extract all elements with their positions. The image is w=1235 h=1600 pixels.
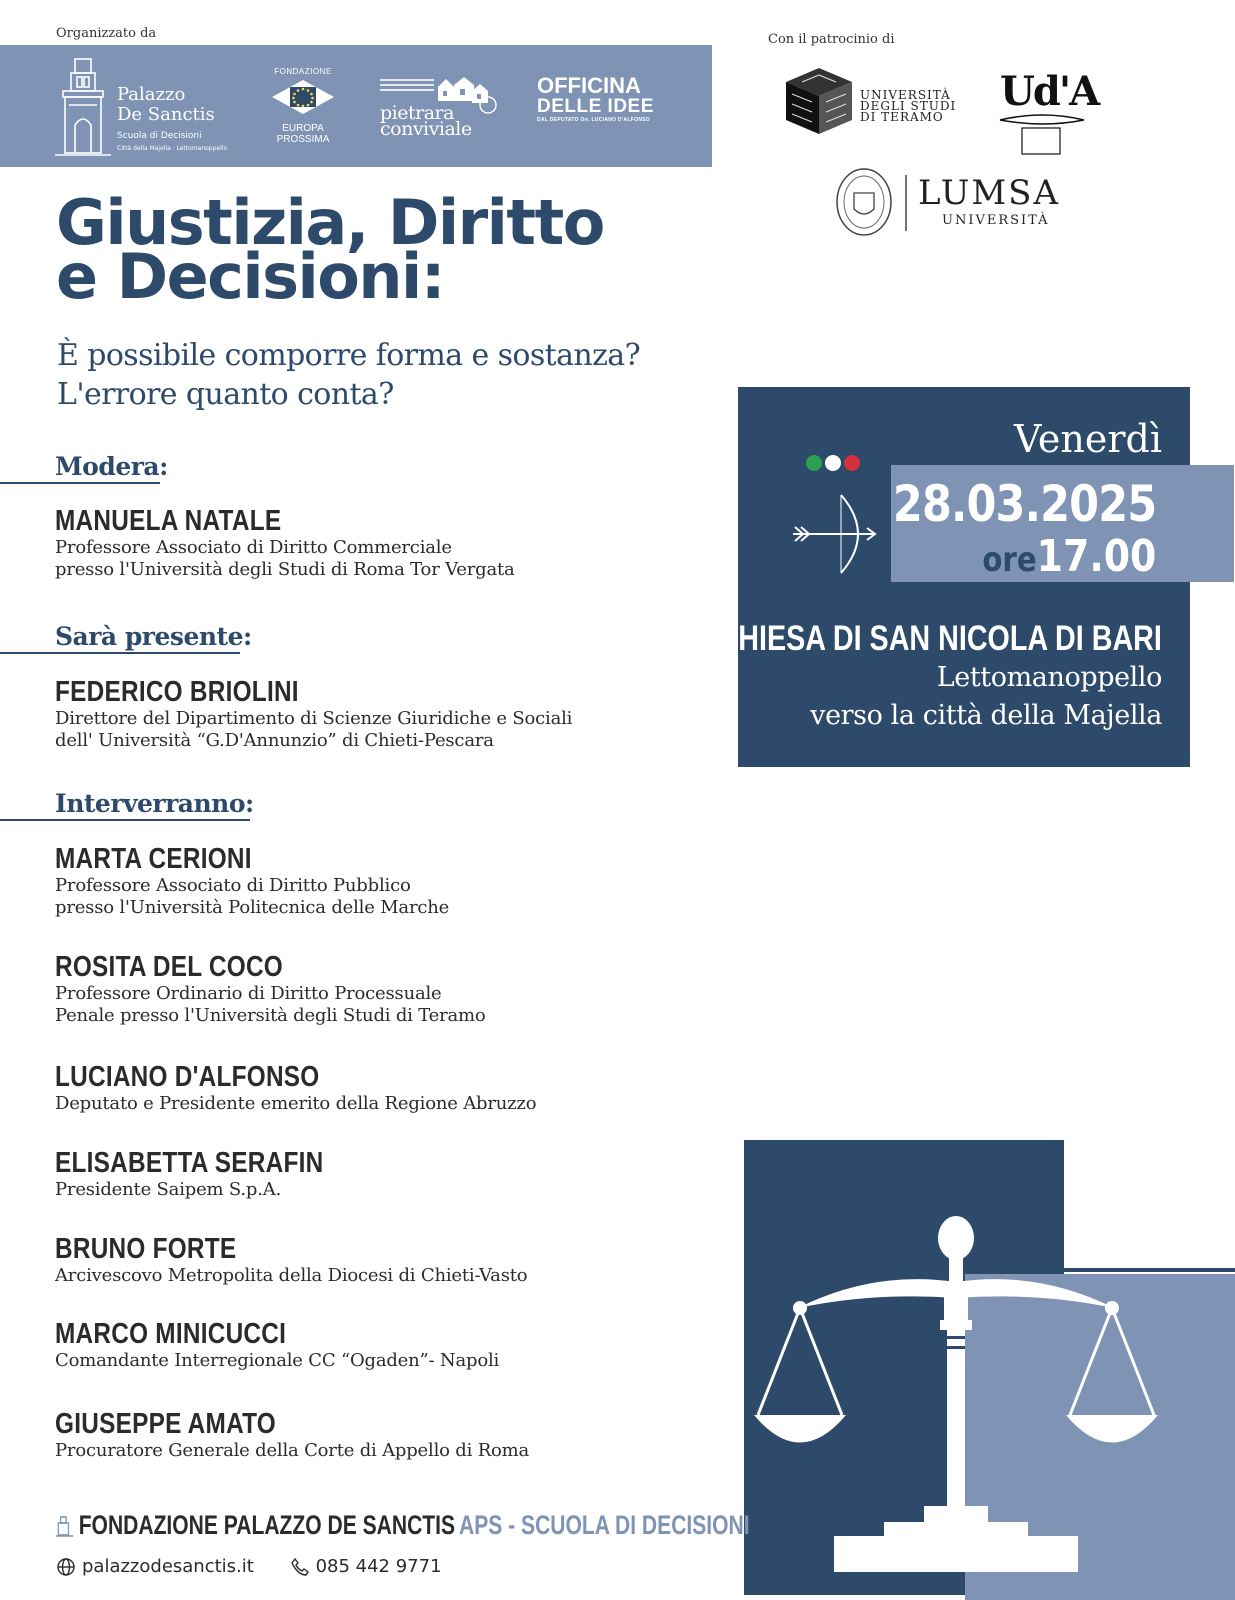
event-title	[56, 186, 604, 313]
date-band	[891, 465, 1234, 582]
speaker-role-1: Procuratore Generale della Corte di Appello di Roma	[55, 1440, 530, 1461]
patronage-label: Con il patrocinio di	[768, 32, 895, 47]
palazzo-sub: Scuola di Decisioni	[117, 131, 202, 141]
subtitle-line-1: È possibile comporre forma e sostanza?	[57, 338, 641, 373]
europa-bottom-1: EUROPA	[282, 123, 324, 134]
speaker-role-2: presso l'Università Politecnica delle Marche	[55, 897, 450, 918]
moderator-name: MANUELA NATALE	[55, 505, 282, 537]
pietrara-name-2: conviviale	[380, 118, 472, 140]
moderator-role-2: presso l'Università degli Studi di Roma Tor Vergata	[55, 559, 515, 580]
speaker-role-1: Arcivescovo Metropolita della Diocesi di Chieti-Vasto	[55, 1265, 528, 1286]
italian-flag-dots	[806, 455, 863, 475]
event-venue	[620, 619, 1162, 735]
palazzo-name-1: Palazzo	[117, 84, 186, 105]
speaker-name: MARCO MINICUCCI	[55, 1318, 287, 1350]
present-guest	[55, 676, 572, 752]
event-day: Venerdì	[1013, 417, 1162, 461]
section-interverranno	[0, 789, 254, 818]
present-name: FEDERICO BRIOLINI	[55, 676, 299, 708]
time-value: 17.00	[1036, 531, 1156, 582]
palazzo-de-sanctis-logo	[55, 55, 235, 157]
organizers-banner	[0, 45, 712, 167]
lumsa-logo	[834, 165, 1061, 240]
speaker-role-1: Deputato e Presidente emerito della Regione Abruzzo	[55, 1093, 537, 1114]
uda-logo	[998, 62, 1099, 157]
venue-city-1: Lettomanoppello	[936, 662, 1162, 693]
section-modera-label: Modera:	[55, 452, 168, 481]
pietrara-name-1: pietrara	[380, 102, 454, 124]
lumsa-uni: UNIVERSITÀ	[942, 213, 1050, 228]
title-line-2: e Decisioni:	[56, 240, 445, 313]
europa-stars-icon	[268, 78, 338, 116]
website-text: palazzodesanctis.it	[82, 1556, 254, 1577]
white-dot-icon	[825, 455, 841, 471]
palazzo-tower-icon	[55, 55, 111, 157]
lumsa-name: LUMSA	[918, 173, 1061, 213]
footer-contacts	[56, 1556, 472, 1582]
speaker-name: MARTA CERIONI	[55, 843, 252, 875]
speaker	[55, 1318, 499, 1372]
present-role-1: Direttore del Dipartimento di Scienze Giuridiche e Sociali	[55, 708, 573, 729]
speaker-name: ELISABETTA SERAFIN	[55, 1147, 324, 1179]
globe-icon	[56, 1557, 76, 1577]
palazzo-sub2: Città della Majella · Lettomanoppello	[117, 145, 228, 152]
event-time	[982, 531, 1156, 582]
europa-top: FONDAZIONE	[274, 67, 332, 76]
speaker-name: BRUNO FORTE	[55, 1233, 237, 1265]
pietrara-conviviale-logo	[380, 75, 500, 145]
speaker	[55, 951, 486, 1027]
speaker-role-1: Presidente Saipem S.p.A.	[55, 1179, 282, 1200]
phone-icon	[290, 1557, 310, 1577]
phone-link[interactable]	[290, 1556, 442, 1577]
cube-logo-icon	[782, 64, 856, 138]
speaker-role-1: Comandante Interregionale CC “Ogaden”- Napoli	[55, 1350, 500, 1371]
red-dot-icon	[844, 455, 860, 471]
speaker-role-1: Professore Associato di Diritto Pubblico	[55, 875, 411, 896]
event-date: 28.03.2025	[892, 475, 1156, 533]
teramo-l1: UNIVERSITÀ	[860, 88, 951, 102]
uda-text: Ud'A	[1000, 68, 1099, 115]
event-subtitle	[57, 336, 640, 414]
officina-l3: DAL DEPUTATO On. LUCIANO D'ALFONSO	[537, 117, 650, 123]
organized-by-label: Organizzato da	[56, 26, 157, 41]
palazzo-name-2: De Sanctis	[117, 104, 215, 125]
footer-organization	[56, 1510, 945, 1541]
teramo-l2: DEGLI STUDI	[860, 99, 957, 113]
green-dot-icon	[806, 455, 822, 471]
present-role-2: dell' Università “G.D'Annunzio” di Chieti-Pescara	[55, 730, 494, 751]
europa-bottom-2: PROSSIMA	[276, 134, 330, 145]
universita-teramo-logo	[782, 64, 962, 139]
time-prefix: ore	[981, 540, 1037, 580]
website-link[interactable]	[56, 1556, 254, 1577]
europa-prossima-logo	[268, 67, 338, 147]
uda-ribbon-icon	[998, 62, 1088, 157]
palazzo-tower-icon	[56, 1515, 75, 1537]
speaker	[55, 843, 449, 919]
officina-l2: DELLE IDEE	[537, 96, 654, 117]
speaker	[55, 1233, 527, 1287]
title-line-1: Giustizia, Diritto	[56, 186, 604, 259]
speaker-role-1: Professore Ordinario di Diritto Processuale	[55, 983, 442, 1004]
phone-text: 085 442 9771	[315, 1556, 442, 1577]
venue-city-2: verso la città della Majella	[810, 700, 1162, 731]
officina-delle-idee-logo	[537, 75, 677, 135]
subtitle-line-2: L'errore quanto conta?	[57, 377, 394, 412]
speaker-name: GIUSEPPE AMATO	[55, 1408, 276, 1440]
moderator	[55, 505, 515, 581]
section-interverranno-label: Interverranno:	[55, 789, 254, 818]
footer-org-2: APS - SCUOLA DI DECISIONI	[459, 1510, 750, 1540]
section-presente-label: Sarà presente:	[55, 622, 252, 651]
teramo-l3: DI TERAMO	[860, 110, 944, 124]
moderator-role-1: Professore Associato di Diritto Commerciale	[55, 537, 452, 558]
venue-name: CHIESA DI SAN NICOLA DI BARI	[717, 619, 1162, 658]
speaker-role-2: Penale presso l'Università degli Studi di Teramo	[55, 1005, 486, 1026]
crest-icon	[834, 165, 914, 240]
speaker	[55, 1061, 536, 1115]
footer-org-1: FONDAZIONE PALAZZO DE SANCTIS	[78, 1510, 456, 1540]
speaker	[55, 1408, 529, 1462]
speaker-name: LUCIANO D'ALFONSO	[55, 1061, 320, 1093]
section-presente	[0, 622, 252, 651]
section-modera	[0, 452, 168, 481]
officina-l1: OFFICINA	[537, 73, 641, 98]
event-info-box	[717, 387, 1190, 767]
speaker-name: ROSITA DEL COCO	[55, 951, 283, 983]
bow-arrow-icon	[793, 489, 883, 579]
speaker	[55, 1147, 375, 1201]
